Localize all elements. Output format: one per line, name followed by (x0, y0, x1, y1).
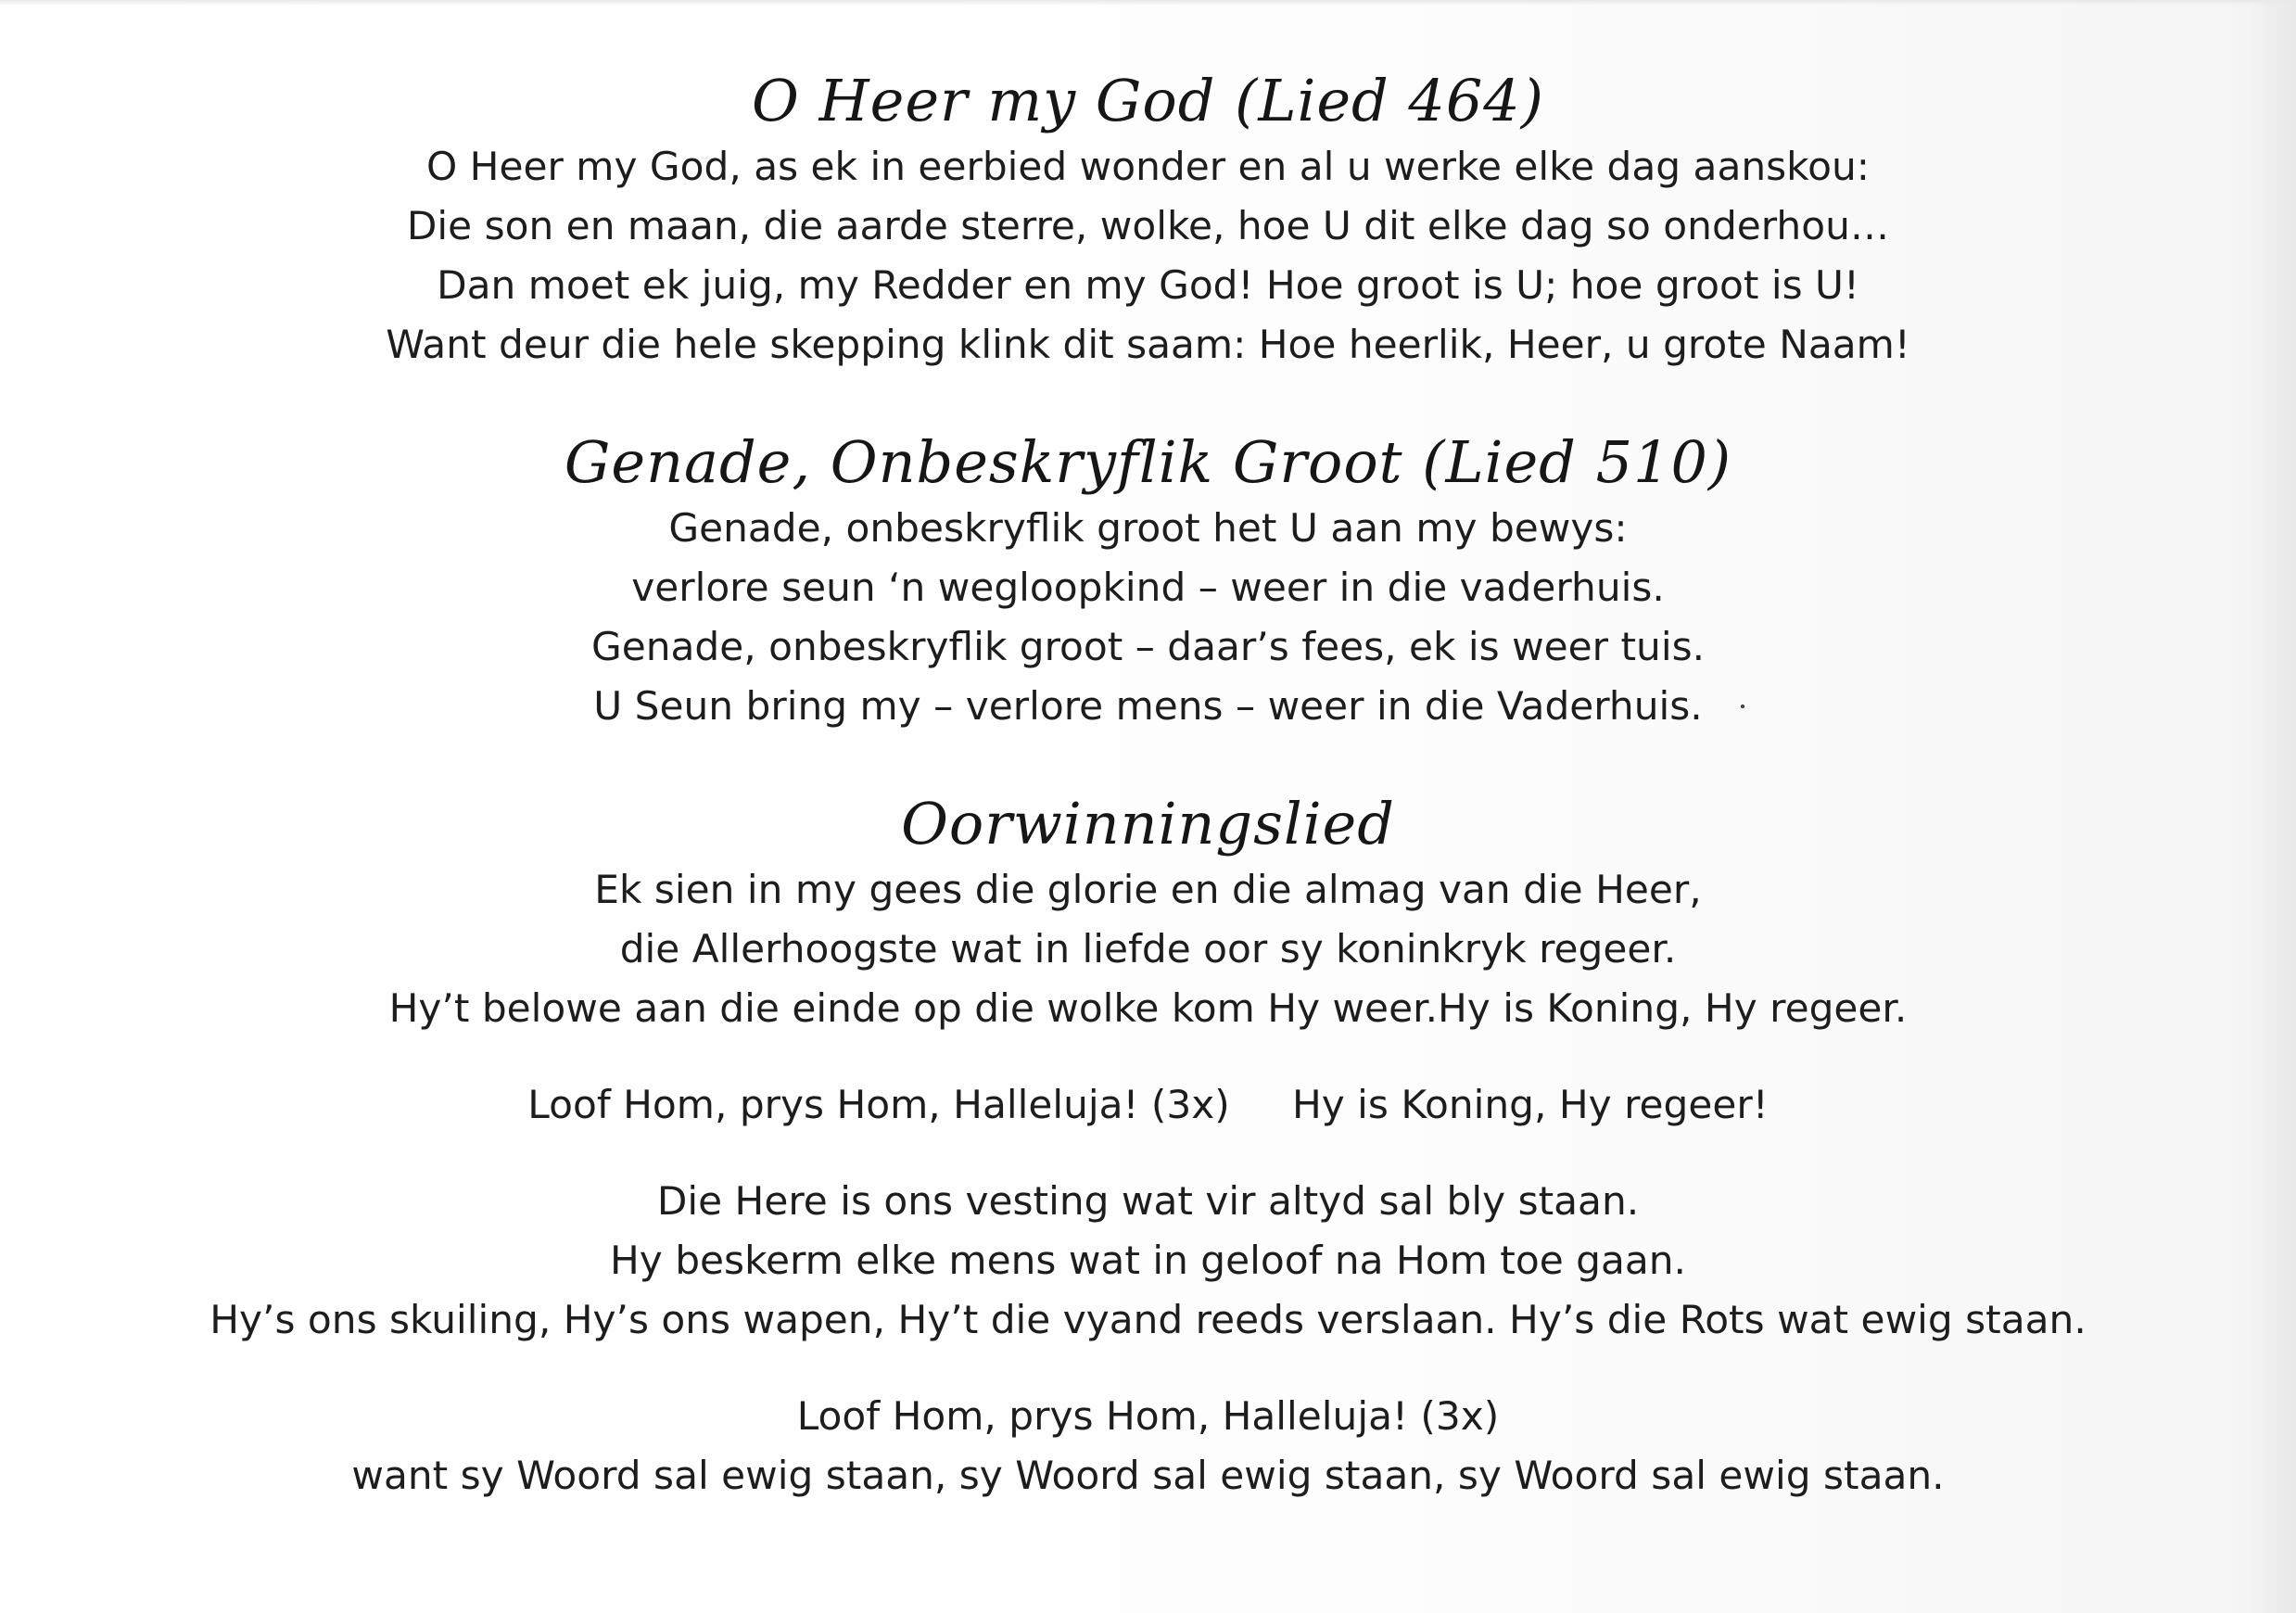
stanza-spacer (0, 1135, 2296, 1172)
song-title: O Heer my God (Lied 464) (752, 67, 1544, 134)
song-sheet (0, 65, 2296, 1505)
lyric-line: Hy’t belowe aan die einde op die wolke kom Hy weer.Hy is Koning, Hy regeer. (388, 985, 1908, 1031)
song-genade (0, 426, 2296, 736)
lyric-line: Die Here is ons vesting wat vir altyd sal bly staan. (656, 1178, 1640, 1224)
lyric-line: Genade, onbeskryflik groot het U aan my bewys: (668, 505, 1628, 551)
lyric-line: O Heer my God, as ek in eerbied wonder en al u werke elke dag aanskou: (425, 144, 1871, 189)
lyric-line: Genade, onbeskryflik groot – daar’s fees, ek is weer tuis. (590, 624, 1706, 669)
stanza (0, 860, 2296, 1038)
lyric-line: Want deur die hele skepping klink dit saam: Hoe heerlik, Heer, u grote Naam! (386, 322, 1910, 367)
section-spacer (0, 375, 2296, 426)
song-oorwinningslied (0, 788, 2296, 1505)
lyric-line: die Allerhoogste wat in liefde oor sy koninkryk regeer. (619, 926, 1677, 972)
chorus (0, 1387, 2296, 1505)
section-spacer (0, 736, 2296, 788)
lyric-line: Ek sien in my gees die glorie en die almag van die Heer, (594, 867, 1702, 912)
lyric-line: Die son en maan, die aarde sterre, wolke, hoe U dit elke dag so onderhou… (406, 203, 1890, 248)
song-title: Genade, Onbeskryflik Groot (Lied 510) (564, 428, 1732, 496)
song-title: Oorwinningslied (901, 790, 1395, 857)
song-o-heer-my-god (0, 65, 2296, 375)
stanza-spacer (0, 1038, 2296, 1075)
chorus (0, 1075, 2296, 1135)
lyric-line: want sy Woord sal ewig staan, sy Woord sal ewig staan, sy Woord sal ewig staan. (351, 1453, 1945, 1498)
lyric-line: Hy beskerm elke mens wat in geloof na Hom toe gaan. (609, 1238, 1686, 1283)
scan-edge-top (0, 0, 2296, 6)
lyric-line: Loof Hom, prys Hom, Halleluja! (3x) (796, 1393, 1500, 1439)
lyric-line: Dan moet ek juig, my Redder en my God! Hoe groot is U; hoe groot is U! (437, 262, 1859, 308)
lyric-line: verlore seun ‘n wegloopkind – weer in die vaderhuis. (631, 565, 1665, 610)
stanza-spacer (0, 1350, 2296, 1387)
lyric-line: Hy’s ons skuiling, Hy’s ons wapen, Hy’t die vyand reeds verslaan. Hy’s die Rots wat ewig staan. (209, 1297, 2087, 1342)
stanza (0, 1172, 2296, 1350)
lyric-line: Loof Hom, prys Hom, Halleluja! (3x) Hy is Koning, Hy regeer! (527, 1082, 1769, 1127)
lyric-line: U Seun bring my – verlore mens – weer in die Vaderhuis. (593, 683, 1703, 729)
